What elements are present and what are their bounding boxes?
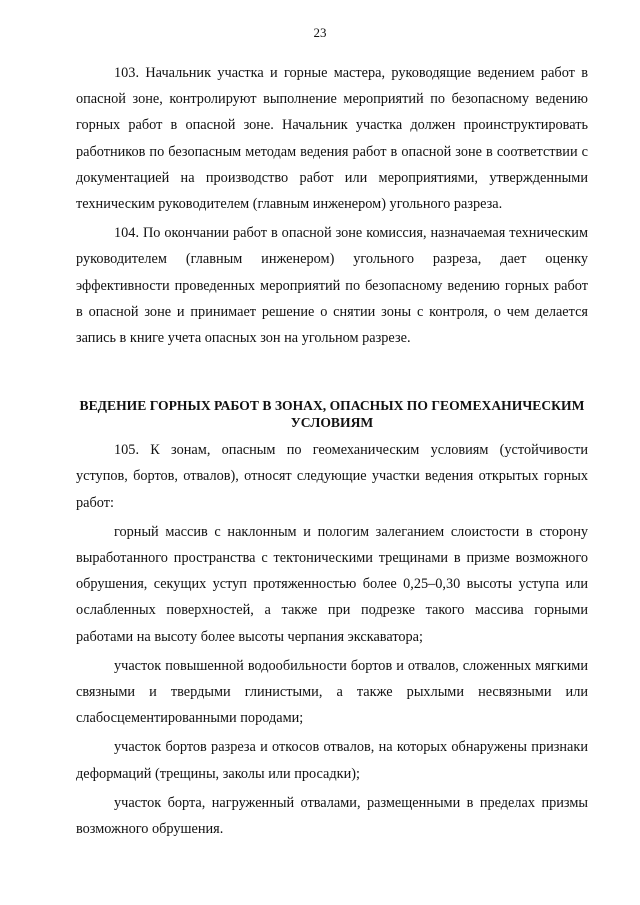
paragraph-103: 103. Начальник участка и горные мастера, руководящие ведением работ в опасной зоне, контролируют выполнение мероприятий по безопасному ведению горных работ в опасной зоне. Начальник участка должен проинструктировать работников по безопасным методам ведения работ в опасной зоне в соответствии с документацией на производство работ или мероприятиями, утвержденными техническим руководителем (главным инженером) угольного разреза. [76, 65, 588, 213]
page-number: 23 [313, 25, 327, 40]
section-heading: ВЕДЕНИЕ ГОРНЫХ РАБОТ В ЗОНАХ, ОПАСНЫХ ПО ГЕОМЕХАНИЧЕСКИМ УСЛОВИЯМ [79, 398, 585, 431]
list-item-rock-mass: горный массив с наклонным и пологим залеганием слоистости в сторону выработанного пространства с тектоническими трещинами в призме возможного обрушения, секущих уступ протяженностью более 0,25–0,30 высоты уступа или ослабленных поверхностей, а также при подрезке такого массива горными работами на высоту более высоты черпания экскаватора; [76, 523, 588, 645]
list-item-loaded-side: участок борта, нагруженный отвалами, размещенными в пределах призмы возможного обрушения. [76, 794, 588, 838]
paragraph-104: 104. По окончании работ в опасной зоне комиссия, назначаемая техническим руководителем (главным инженером) угольного разреза, дает оценку эффективности проведенных мероприятий по безопасному ведению горных работ в опасной зоне и принимает решение о снятии зоны с контроля, о чем делается запись в книге учета опасных зон на угольном разрезе. [76, 225, 588, 347]
list-item-water-abundance: участок повышенной водообильности бортов и отвалов, сложенных мягкими связными и твердыми глинистыми, а также рыхлыми несвязными или слабосцементированными породами; [76, 657, 588, 727]
list-item-deformation: участок бортов разреза и откосов отвалов, на которых обнаружены признаки деформаций (трещины, заколы или просадки); [76, 739, 588, 782]
paragraph-105: 105. К зонам, опасным по геомеханическим условиям (устойчивости уступов, бортов, отвалов), относят следующие участки ведения открытых горных работ: [76, 442, 588, 511]
document-body [76, 60, 588, 845]
